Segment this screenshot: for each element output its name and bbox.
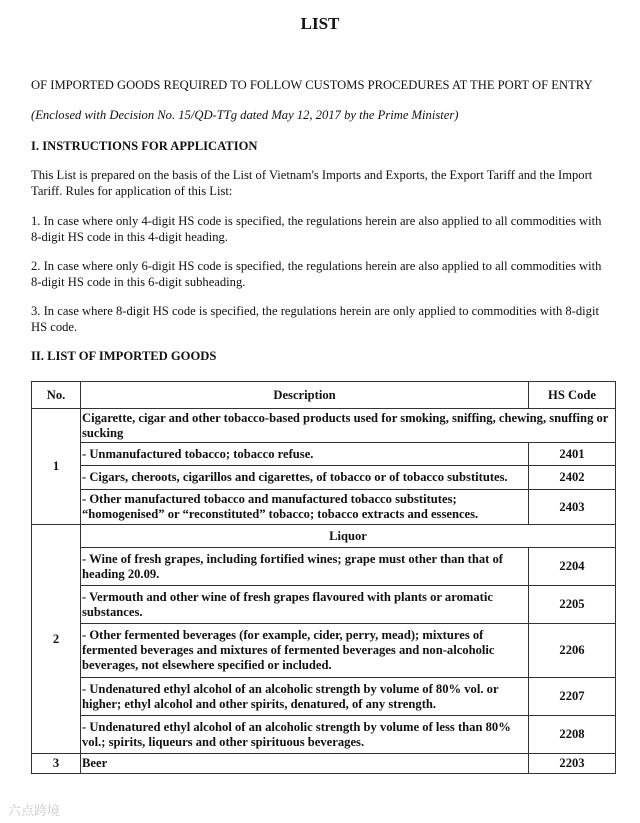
hs-code: 2207	[529, 678, 616, 716]
table-row	[32, 678, 616, 716]
table-row	[32, 548, 616, 586]
section-1-intro: This List is prepared on the basis of the List of Vietnam's Imports and Exports, the Export Tariff and the Import Tariff. Rules for application of this List:	[31, 168, 593, 198]
table-row	[32, 624, 616, 678]
hs-code: 2204	[529, 548, 616, 586]
hs-code: 2402	[529, 466, 616, 490]
table-row	[32, 586, 616, 624]
section-1-heading: I. INSTRUCTIONS FOR APPLICATION	[31, 139, 258, 153]
table-row	[32, 409, 616, 443]
rule-2: 2. In case where only 6-digit HS code is specified, the regulations herein are also applied to all commodities with 8-digit HS code in this 6-digit subheading.	[31, 259, 602, 289]
item-description: - Cigars, cheroots, cigarillos and cigarettes, of tobacco or of tobacco substitutes.	[81, 466, 529, 490]
item-description: - Other fermented beverages (for example, cider, perry, mead); mixtures of fermented beverages and mixtures of fermented beverages and non-alcoholic beverages, not elsewhere specified or included.	[81, 624, 529, 678]
item-description: - Wine of fresh grapes, including fortified wines; grape must other than that of heading 20.09.	[81, 548, 529, 586]
enclosure-note: (Enclosed with Decision No. 15/QD-TTg dated May 12, 2017 by the Prime Minister)	[31, 108, 459, 122]
item-description: - Vermouth and other wine of fresh grapes flavoured with plants or aromatic substances.	[81, 586, 529, 624]
table-row	[32, 754, 616, 774]
document-title: LIST	[300, 14, 340, 33]
table-row	[32, 716, 616, 754]
column-header-description: Description	[81, 382, 529, 409]
row-number: 1	[32, 409, 81, 525]
rule-1: 1. In case where only 4-digit HS code is specified, the regulations herein are also applied to all commodities with 8-digit HS code in this 4-digit heading.	[31, 214, 602, 244]
group-header: Liquor	[81, 525, 616, 548]
hs-code: 2203	[529, 754, 616, 774]
item-description: - Other manufactured tobacco and manufactured tobacco substitutes; “homogenised” or “reconstituted” tobacco; tobacco extracts and essences.	[81, 490, 529, 525]
group-header: Cigarette, cigar and other tobacco-based products used for smoking, sniffing, chewing, snuffing or sucking	[81, 409, 616, 443]
item-description: - Undenatured ethyl alcohol of an alcoholic strength by volume of 80% vol. or higher; ethyl alcohol and other spirits, denatured, of any strength.	[81, 678, 529, 716]
table-row	[32, 490, 616, 525]
hs-code: 2403	[529, 490, 616, 525]
table-row	[32, 443, 616, 466]
item-description: - Unmanufactured tobacco; tobacco refuse.	[81, 443, 529, 466]
column-header-hs-code: HS Code	[529, 382, 616, 409]
watermark-logo: 六点跨境	[8, 804, 61, 819]
hs-code: 2208	[529, 716, 616, 754]
hs-code: 2206	[529, 624, 616, 678]
column-header-no: No.	[32, 382, 81, 409]
table-header-row	[32, 382, 616, 409]
document-subtitle: OF IMPORTED GOODS REQUIRED TO FOLLOW CUSTOMS PROCEDURES AT THE PORT OF ENTRY	[31, 78, 593, 92]
hs-code: 2401	[529, 443, 616, 466]
table-row	[32, 466, 616, 490]
table-row	[32, 525, 616, 548]
hs-code: 2205	[529, 586, 616, 624]
imported-goods-table	[31, 381, 616, 774]
section-2-heading: II. LIST OF IMPORTED GOODS	[31, 349, 217, 363]
item-description: - Undenatured ethyl alcohol of an alcoholic strength by volume of less than 80% vol.; spirits, liqueurs and other spirituous beverages.	[81, 716, 529, 754]
rule-3: 3. In case where 8-digit HS code is specified, the regulations herein are only applied to commodities with 8-digit HS code.	[31, 304, 599, 334]
row-number: 2	[32, 525, 81, 754]
row-number: 3	[32, 754, 81, 774]
item-description: Beer	[81, 754, 529, 774]
